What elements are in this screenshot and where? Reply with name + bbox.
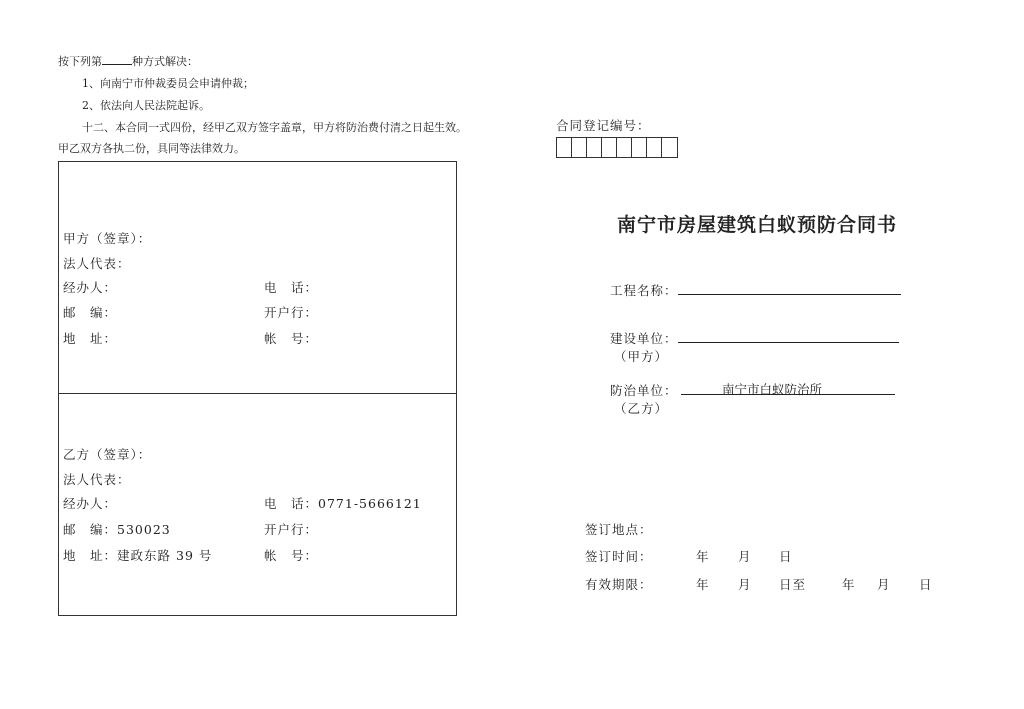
reg-no-boxes[interactable] [556,137,678,158]
clause-12-line2: 甲乙双方各执二份，具同等法律效力。 [58,142,245,155]
party-a-postcode-label: 邮 编： [63,305,118,320]
party-b-address [63,546,212,564]
valid-period-label: 有效期限： [585,577,653,592]
party-b-phone-label: 电 话： [264,496,319,511]
dispute-intro-after: 种方式解决： [132,55,198,68]
reg-no-box[interactable] [662,138,677,157]
reg-no-box[interactable] [602,138,617,157]
valid-end-day: 日 [919,577,933,592]
prevention-unit-value: 南宁市白蚁防治所 [722,382,823,397]
sign-time-day: 日 [779,549,793,564]
reg-no-box[interactable] [557,138,572,157]
party-a-signature-box [58,161,457,394]
party-b-account-label: 帐 号： [264,548,319,563]
dispute-choice-blank[interactable] [102,54,132,65]
party-b-postcode-label: 邮 编： [63,522,118,537]
dispute-intro [58,53,198,69]
reg-no-box[interactable] [632,138,647,157]
sign-time-month: 月 [738,549,752,564]
valid-end-year: 年 [842,577,856,592]
builder-party-label: （甲方） [614,349,669,364]
valid-end-month: 月 [877,577,891,592]
reg-no-label: 合同登记编号： [556,118,651,133]
clause-12-line1: 十二、本合同一式四份，经甲乙双方签字盖章，甲方将防治费付清之日起生效。 [82,121,467,134]
party-a-bank-label: 开户行： [264,305,319,320]
reg-no-box[interactable] [587,138,602,157]
party-b-postcode [63,520,171,538]
builder-label: 建设单位： [610,331,678,346]
party-a-address-label: 地 址： [63,331,118,346]
valid-start-day-to: 日至 [779,577,807,592]
project-name-label: 工程名称： [610,283,678,298]
party-b-handler-label: 经办人： [63,496,118,511]
party-b-address-value: 建政东路 39 号 [117,548,213,563]
party-a-phone-label: 电 话： [264,280,319,295]
party-b-phone-value: 0771-5666121 [318,496,422,511]
prevention-unit-label: 防治单位： [610,383,678,398]
party-b-postcode-value: 530023 [117,522,171,537]
valid-start-month: 月 [738,577,752,592]
dispute-option-arbitration: 1、向南宁市仲裁委员会申请仲裁； [82,77,254,90]
party-b-phone [264,494,422,512]
reg-no-box[interactable] [617,138,632,157]
contract-title: 南宁市房屋建筑白蚁预防合同书 [617,214,898,236]
party-a-account-label: 帐 号： [264,331,319,346]
party-b-legal-rep-label: 法人代表： [63,472,131,487]
party-b-address-label: 地 址： [63,548,118,563]
sign-place-label: 签订地点： [585,522,653,537]
dispute-option-court: 2、依法向人民法院起诉。 [82,99,210,112]
party-b-bank-label: 开户行： [264,522,319,537]
party-a-handler-label: 经办人： [63,280,118,295]
party-a-legal-rep-label: 法人代表： [63,256,131,271]
builder-field[interactable] [678,342,899,343]
valid-start-year: 年 [696,577,710,592]
reg-no-box[interactable] [647,138,662,157]
dispute-intro-before: 按下列第 [58,55,102,68]
party-a-seal-label: 甲方（签章）： [63,231,152,246]
project-name-field[interactable] [678,294,901,295]
reg-no-box[interactable] [572,138,587,157]
prevention-party-label: （乙方） [614,401,669,416]
party-b-seal-label: 乙方（签章）： [63,447,152,462]
sign-time-year: 年 [696,549,710,564]
sign-time-label: 签订时间： [585,549,653,564]
